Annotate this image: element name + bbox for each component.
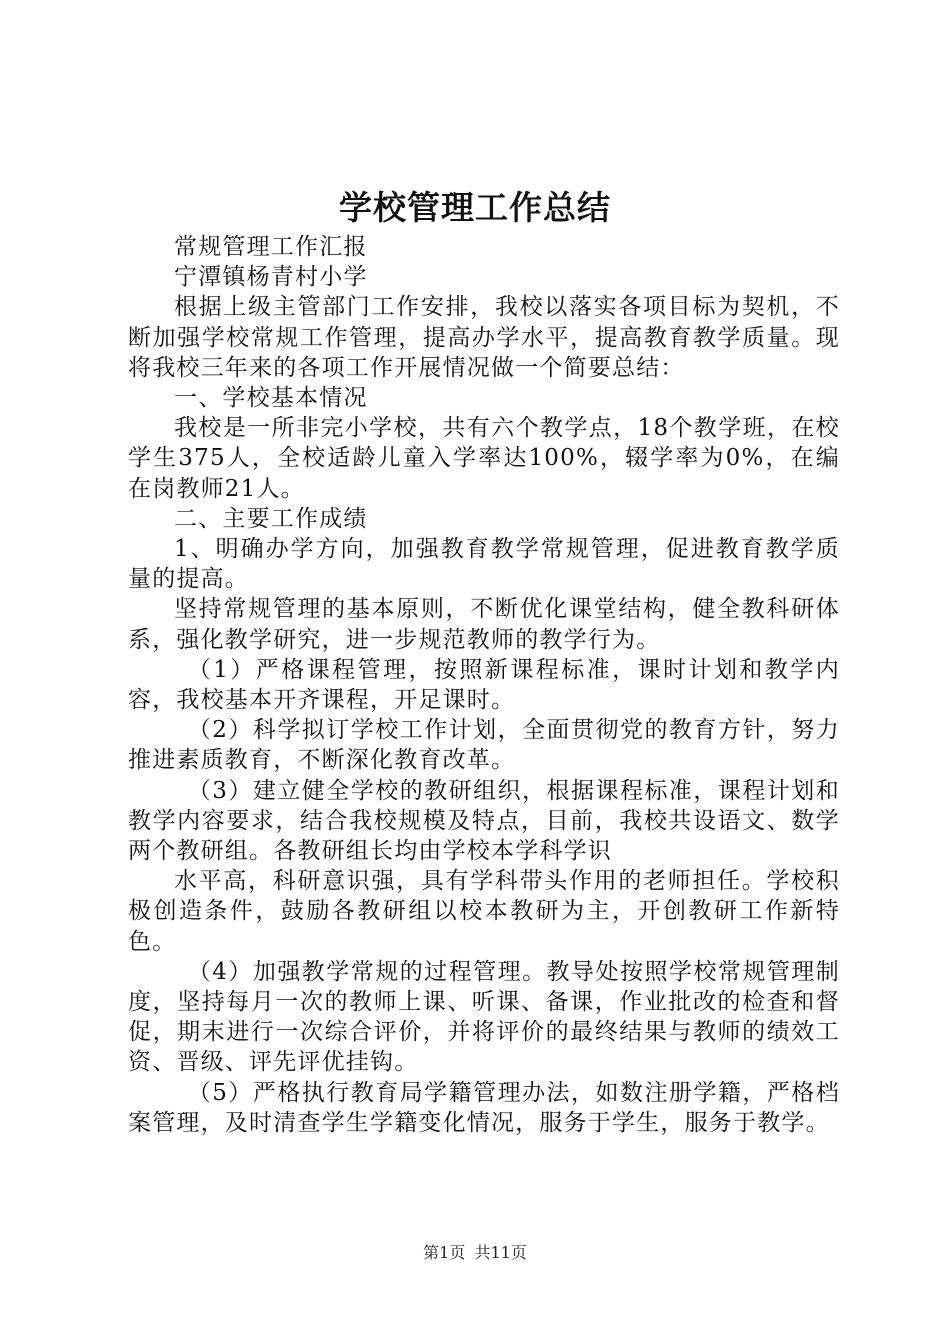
paragraph-point-3-continued: 水平高，科研意识强，具有学科带头作用的老师担任。学校积极创造条件，鼓励各教研组以校本教研为主，开创教研工作新特色。 (128, 868, 840, 955)
paragraph-point-4: （4）加强教学常规的过程管理。教导处按照学校常规管理制度，坚持每月一次的教师上课、听课、备课，作业批改的检查和督促，期末进行一次综合评价，并将评价的最终结果与教师的绩效工资、晋级、评先评优挂钩。 (128, 958, 840, 1076)
section-heading-basic-info: 一、学校基本情况 (174, 385, 368, 412)
paragraph-intro: 根据上级主管部门工作安排，我校以落实各项目标为契机，不断加强学校常规工作管理，提高办学水平，提高教育教学质量。现将我校三年来的各项工作开展情况做一个简要总结： (128, 294, 840, 381)
paragraph-basic-info: 我校是一所非完小学校，共有六个教学点，18个教学班，在校学生375人，全校适龄儿童入学率达100%，辍学率为0%，在编在岗教师21人。 (128, 415, 840, 502)
paragraph-point-3: （3）建立健全学校的教研组织，根据课程标准，课程计划和教学内容要求，结合我校规模及特点，目前，我校共设语文、数学两个教研组。各教研组长均由学校本学科学识 (128, 777, 840, 865)
paragraph-point-2: （2）科学拟订学校工作计划，全面贯彻党的教育方针，努力推进素质教育，不断深化教育改革。 (128, 717, 840, 774)
paragraph-school-name: 宁潭镇杨青村小学 (174, 264, 368, 291)
page-total: 共11页 (474, 1243, 527, 1262)
paragraph-item-1: 1、明确办学方向，加强教育教学常规管理，促进教育教学质量的提高。 (128, 536, 840, 593)
page-number: 第1页 (423, 1243, 466, 1262)
document-body (128, 232, 840, 1138)
document-title: 学校管理工作总结 (339, 188, 611, 227)
paragraph-point-1: （1）严格课程管理，按照新课程标准，课时计划和教学内容，我校基本开齐课程，开足课时。 (128, 656, 840, 714)
section-heading-achievements: 二、主要工作成绩 (174, 505, 368, 532)
paragraph-subtitle: 常规管理工作汇报 (174, 234, 368, 260)
paragraph-point-5: （5）严格执行教育局学籍管理办法，如数注册学籍，严格档案管理，及时清查学生学籍变化情况，服务于学生，服务于教学。 (128, 1079, 840, 1136)
paragraph-principles: 坚持常规管理的基本原则，不断优化课堂结构，健全教科研体系，强化教学研究，进一步规范教师的教学行为。 (128, 596, 840, 653)
page-footer (0, 1241, 950, 1265)
